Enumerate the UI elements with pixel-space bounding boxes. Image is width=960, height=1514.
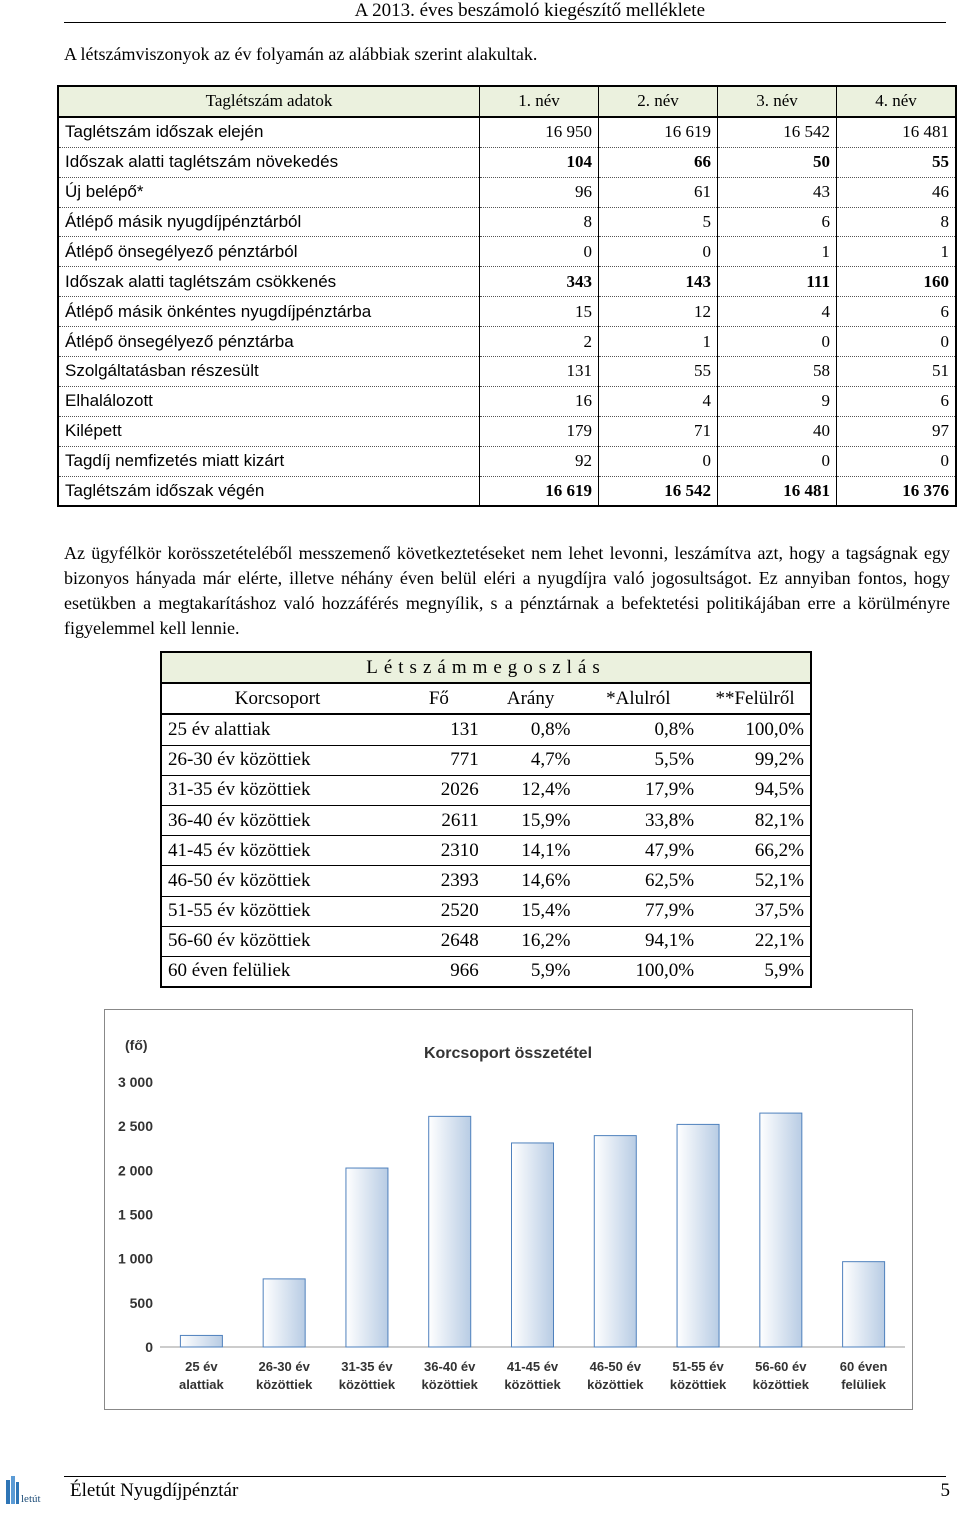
row-value: 2026 [393, 775, 485, 805]
row-value: 6 [837, 297, 957, 327]
y-tick-label: 0 [145, 1339, 153, 1355]
row-value: 15,4% [485, 896, 577, 926]
table-row [161, 836, 811, 866]
table-title-row [161, 652, 811, 683]
row-value: 100,0% [635, 960, 695, 982]
row-value: 0 [718, 446, 837, 476]
header-cell: **Felülről [700, 683, 811, 714]
row-value: 2 [480, 327, 599, 357]
table-row [58, 416, 956, 446]
header-cell: *Alulról [576, 683, 700, 714]
x-tick-label: 46-50 év [589, 1359, 641, 1374]
row-value: 66 [599, 147, 718, 177]
row-label: Időszak alatti taglétszám növekedés [58, 147, 480, 177]
y-tick-label: 1 000 [117, 1250, 153, 1267]
header-cell: 1. név [480, 86, 599, 117]
chart-bar [677, 1124, 719, 1347]
row-value: 0 [837, 327, 957, 357]
membership-table-header [58, 86, 956, 117]
row-value: 55 [599, 357, 718, 387]
row-value: 1 [718, 237, 837, 267]
footer-rule [64, 1476, 946, 1477]
row-value: 99,2% [700, 745, 811, 775]
header-cell: 2. név [599, 86, 718, 117]
x-tick-label: közöttiek [504, 1377, 561, 1392]
age-group-label: 46-50 év közöttiek [161, 866, 393, 896]
row-value: 104 [480, 147, 599, 177]
chart-bar [512, 1143, 554, 1347]
row-value: 5,5% [576, 745, 700, 775]
x-tick-label: közöttiek [669, 1377, 727, 1392]
row-value: 0 [480, 237, 599, 267]
age-group-label: 41-45 év közöttiek [161, 836, 393, 866]
table-row [161, 926, 811, 956]
table-row [58, 267, 956, 297]
y-tick-label: 2 500 [117, 1118, 153, 1135]
table-row [58, 357, 956, 387]
row-value: 61 [599, 177, 718, 207]
row-value: 15,9% [485, 805, 577, 835]
row-label: Elhalálozott [58, 386, 480, 416]
row-value: 15 [480, 297, 599, 327]
row-value: 47,9% [576, 836, 700, 866]
table-row [161, 805, 811, 835]
table-header-row [161, 683, 811, 714]
row-value: 771 [393, 745, 485, 775]
header-cell: Korcsoport [161, 683, 393, 714]
x-tick-label: 25 év [185, 1359, 218, 1374]
age-group-label: 25 év alattiak [161, 714, 393, 745]
age-group-label: 26-30 év közöttiek [161, 745, 393, 775]
table-row [58, 446, 956, 476]
x-tick-label: 36-40 év [424, 1359, 476, 1374]
x-tick-label: 56-60 év [755, 1359, 807, 1374]
row-value: 62,5% [576, 866, 700, 896]
table-row [58, 117, 956, 147]
y-tick-label: 3 000 [117, 1074, 153, 1090]
row-value: 16 619 [480, 476, 599, 506]
row-value: 94,1% [576, 926, 700, 956]
row-value: 1 [599, 327, 718, 357]
row-value: 40 [718, 416, 837, 446]
row-label: Átlépő önsegélyező pénztárba [58, 327, 480, 357]
table-row [58, 297, 956, 327]
table-row [161, 775, 811, 805]
row-value: 4 [599, 386, 718, 416]
header-cell: Arány [485, 683, 577, 714]
row-value: 0 [599, 446, 718, 476]
chart-bar [429, 1116, 471, 1347]
x-tick-label: 31-35 év [341, 1359, 393, 1374]
chart-svg [105, 1010, 912, 1409]
chart-bar [180, 1335, 222, 1347]
chart-bar [346, 1168, 388, 1347]
table-row [58, 327, 956, 357]
table-row [161, 745, 811, 775]
row-value: 4 [718, 297, 837, 327]
row-value: 17,9% [576, 775, 700, 805]
x-tick-label: 60 éven [839, 1359, 888, 1374]
chart-bar [594, 1136, 636, 1347]
eletut-logo-icon [4, 1472, 50, 1510]
age-group-label: 60 éven felüliek [168, 960, 291, 982]
row-value: 14,6% [485, 866, 577, 896]
body-paragraph: Az ügyfélkör korösszetételéből messzemenő következtetéseket nem lehet levonni, leszámítva azt, hogy a tagságnak egy bizonyos hányada már elérte, illetve néhány éven belül eléri a nyugdíjra való jogosultságot. Ez annyiban fontos, hogy esetükben a megtakarításhoz való hozzáférés megnyílik, s a pénztárnak a befektetési politikájában erre a körülményre figyelemmel kell lennie. [64, 543, 950, 638]
table-row [58, 177, 956, 207]
age-group-label: 51-55 év közöttiek [161, 896, 393, 926]
header-cell: 4. név [837, 86, 957, 117]
header-cell: 3. név [718, 86, 837, 117]
row-value: 100,0% [700, 714, 811, 745]
x-tick-label: felüliek [841, 1377, 887, 1392]
row-value: 37,5% [700, 896, 811, 926]
row-value: 96 [480, 177, 599, 207]
row-value: 22,1% [700, 926, 811, 956]
table-row [161, 866, 811, 896]
row-value: 82,1% [700, 805, 811, 835]
row-value: 2648 [393, 926, 485, 956]
row-value: 58 [718, 357, 837, 387]
table-row [58, 386, 956, 416]
row-value: 50 [718, 147, 837, 177]
x-tick-label: közöttiek [587, 1377, 644, 1392]
table-row [58, 237, 956, 267]
row-label: Új belépő* [58, 177, 480, 207]
row-value: 12,4% [485, 775, 577, 805]
row-label: Tagdíj nemfizetés miatt kizárt [58, 446, 480, 476]
row-value: 14,1% [485, 836, 577, 866]
row-value: 33,8% [576, 805, 700, 835]
table-row [161, 896, 811, 926]
row-value: 16 950 [480, 117, 599, 147]
row-value: 2520 [393, 896, 485, 926]
footer-org-name: Életút Nyugdíjpénztár [70, 1480, 239, 1501]
x-tick-label: közöttiek [255, 1377, 313, 1392]
header-rule [64, 22, 946, 23]
row-value: 12 [599, 297, 718, 327]
x-tick-label: közöttiek [752, 1377, 810, 1392]
row-value: 6 [718, 207, 837, 237]
y-tick-label: 2 000 [117, 1162, 153, 1179]
table-row [161, 714, 811, 745]
row-value: 16 [480, 386, 599, 416]
row-value: 131 [480, 357, 599, 387]
row-label: Taglétszám időszak elején [58, 117, 480, 147]
table-row [58, 207, 956, 237]
intro-text: A létszámviszonyok az év folyamán az alábbiak szerint alakultak. [64, 44, 538, 64]
row-value: 92 [480, 446, 599, 476]
row-value: 16 481 [718, 476, 837, 506]
row-value: 51 [837, 357, 957, 387]
row-value: 2310 [393, 836, 485, 866]
row-value: 16 481 [837, 117, 957, 147]
row-value: 52,1% [700, 866, 811, 896]
row-value: 143 [599, 267, 718, 297]
row-value: 5 [599, 207, 718, 237]
age-group-label: 31-35 év közöttiek [161, 775, 393, 805]
row-value: 16 542 [599, 476, 718, 506]
row-value: 55 [837, 147, 957, 177]
row-value: 16 376 [837, 476, 957, 506]
row-value: 1 [837, 237, 957, 267]
row-label: Kilépett [58, 416, 480, 446]
x-tick-label: 41-45 év [506, 1359, 559, 1374]
page-number: 5 [940, 1480, 950, 1501]
x-tick-label: közöttiek [421, 1377, 478, 1392]
x-tick-label: alattiak [178, 1377, 224, 1392]
row-label: Átlépő önsegélyező pénztárból [58, 237, 480, 267]
row-label: Átlépő másik önkéntes nyugdíjpénztárba [58, 297, 480, 327]
row-value: 966 [450, 960, 479, 982]
row-value: 111 [718, 267, 837, 297]
row-value: 16 542 [718, 117, 837, 147]
table-row [58, 476, 956, 506]
chart-bar [760, 1113, 802, 1347]
row-value: 0 [599, 237, 718, 267]
header-cell: Fő [393, 683, 485, 714]
x-tick-label: 51-55 év [672, 1359, 724, 1374]
row-value: 2393 [393, 866, 485, 896]
row-value: 16,2% [485, 926, 577, 956]
page-header-title: A 2013. éves beszámoló kiegészítő melléklete [354, 0, 705, 21]
row-value: 0 [837, 446, 957, 476]
chart-bar [263, 1279, 305, 1347]
chart-bar [843, 1262, 885, 1347]
row-value: 2611 [393, 805, 485, 835]
row-value: 46 [837, 177, 957, 207]
age-distribution-table [160, 651, 812, 988]
row-value: 9 [718, 386, 837, 416]
row-value: 160 [837, 267, 957, 297]
row-value: 343 [480, 267, 599, 297]
age-group-label: 56-60 év közöttiek [161, 926, 393, 956]
row-value: 131 [393, 714, 485, 745]
row-value: 8 [837, 207, 957, 237]
table-title: Létszámmegoszlás [161, 652, 811, 683]
row-value: 0,8% [576, 714, 700, 745]
y-axis-label: (fő) [125, 1037, 148, 1053]
header-cell: Taglétszám adatok [58, 86, 480, 117]
row-value: 4,7% [485, 745, 577, 775]
row-value: 6 [837, 386, 957, 416]
row-value: 5,9% [764, 960, 804, 982]
row-value: 94,5% [700, 775, 811, 805]
row-value: 97 [837, 416, 957, 446]
age-group-chart [104, 1009, 913, 1410]
table-row [58, 147, 956, 177]
y-tick-label: 1 500 [117, 1206, 153, 1223]
x-tick-label: közöttiek [338, 1377, 396, 1392]
row-value: 66,2% [700, 836, 811, 866]
row-value: 0 [718, 327, 837, 357]
age-group-label: 36-40 év közöttiek [161, 805, 393, 835]
row-label: Időszak alatti taglétszám csökkenés [58, 267, 480, 297]
row-value: 0,8% [485, 714, 577, 745]
table-row [161, 956, 811, 987]
row-value: 5,9% [530, 960, 571, 982]
row-label: Átlépő másik nyugdíjpénztárból [58, 207, 480, 237]
y-tick-label: 500 [129, 1294, 153, 1311]
chart-title: Korcsoport összetétel [423, 1045, 593, 1062]
svg-text:letút: letút [21, 1493, 41, 1505]
row-label: Szolgáltatásban részesült [58, 357, 480, 387]
membership-table [57, 85, 957, 507]
row-value: 16 619 [599, 117, 718, 147]
row-value: 71 [599, 416, 718, 446]
row-value: 8 [480, 207, 599, 237]
row-value: 77,9% [576, 896, 700, 926]
row-value: 179 [480, 416, 599, 446]
row-label: Taglétszám időszak végén [58, 476, 480, 506]
x-tick-label: 26-30 év [258, 1359, 310, 1374]
row-value: 43 [718, 177, 837, 207]
